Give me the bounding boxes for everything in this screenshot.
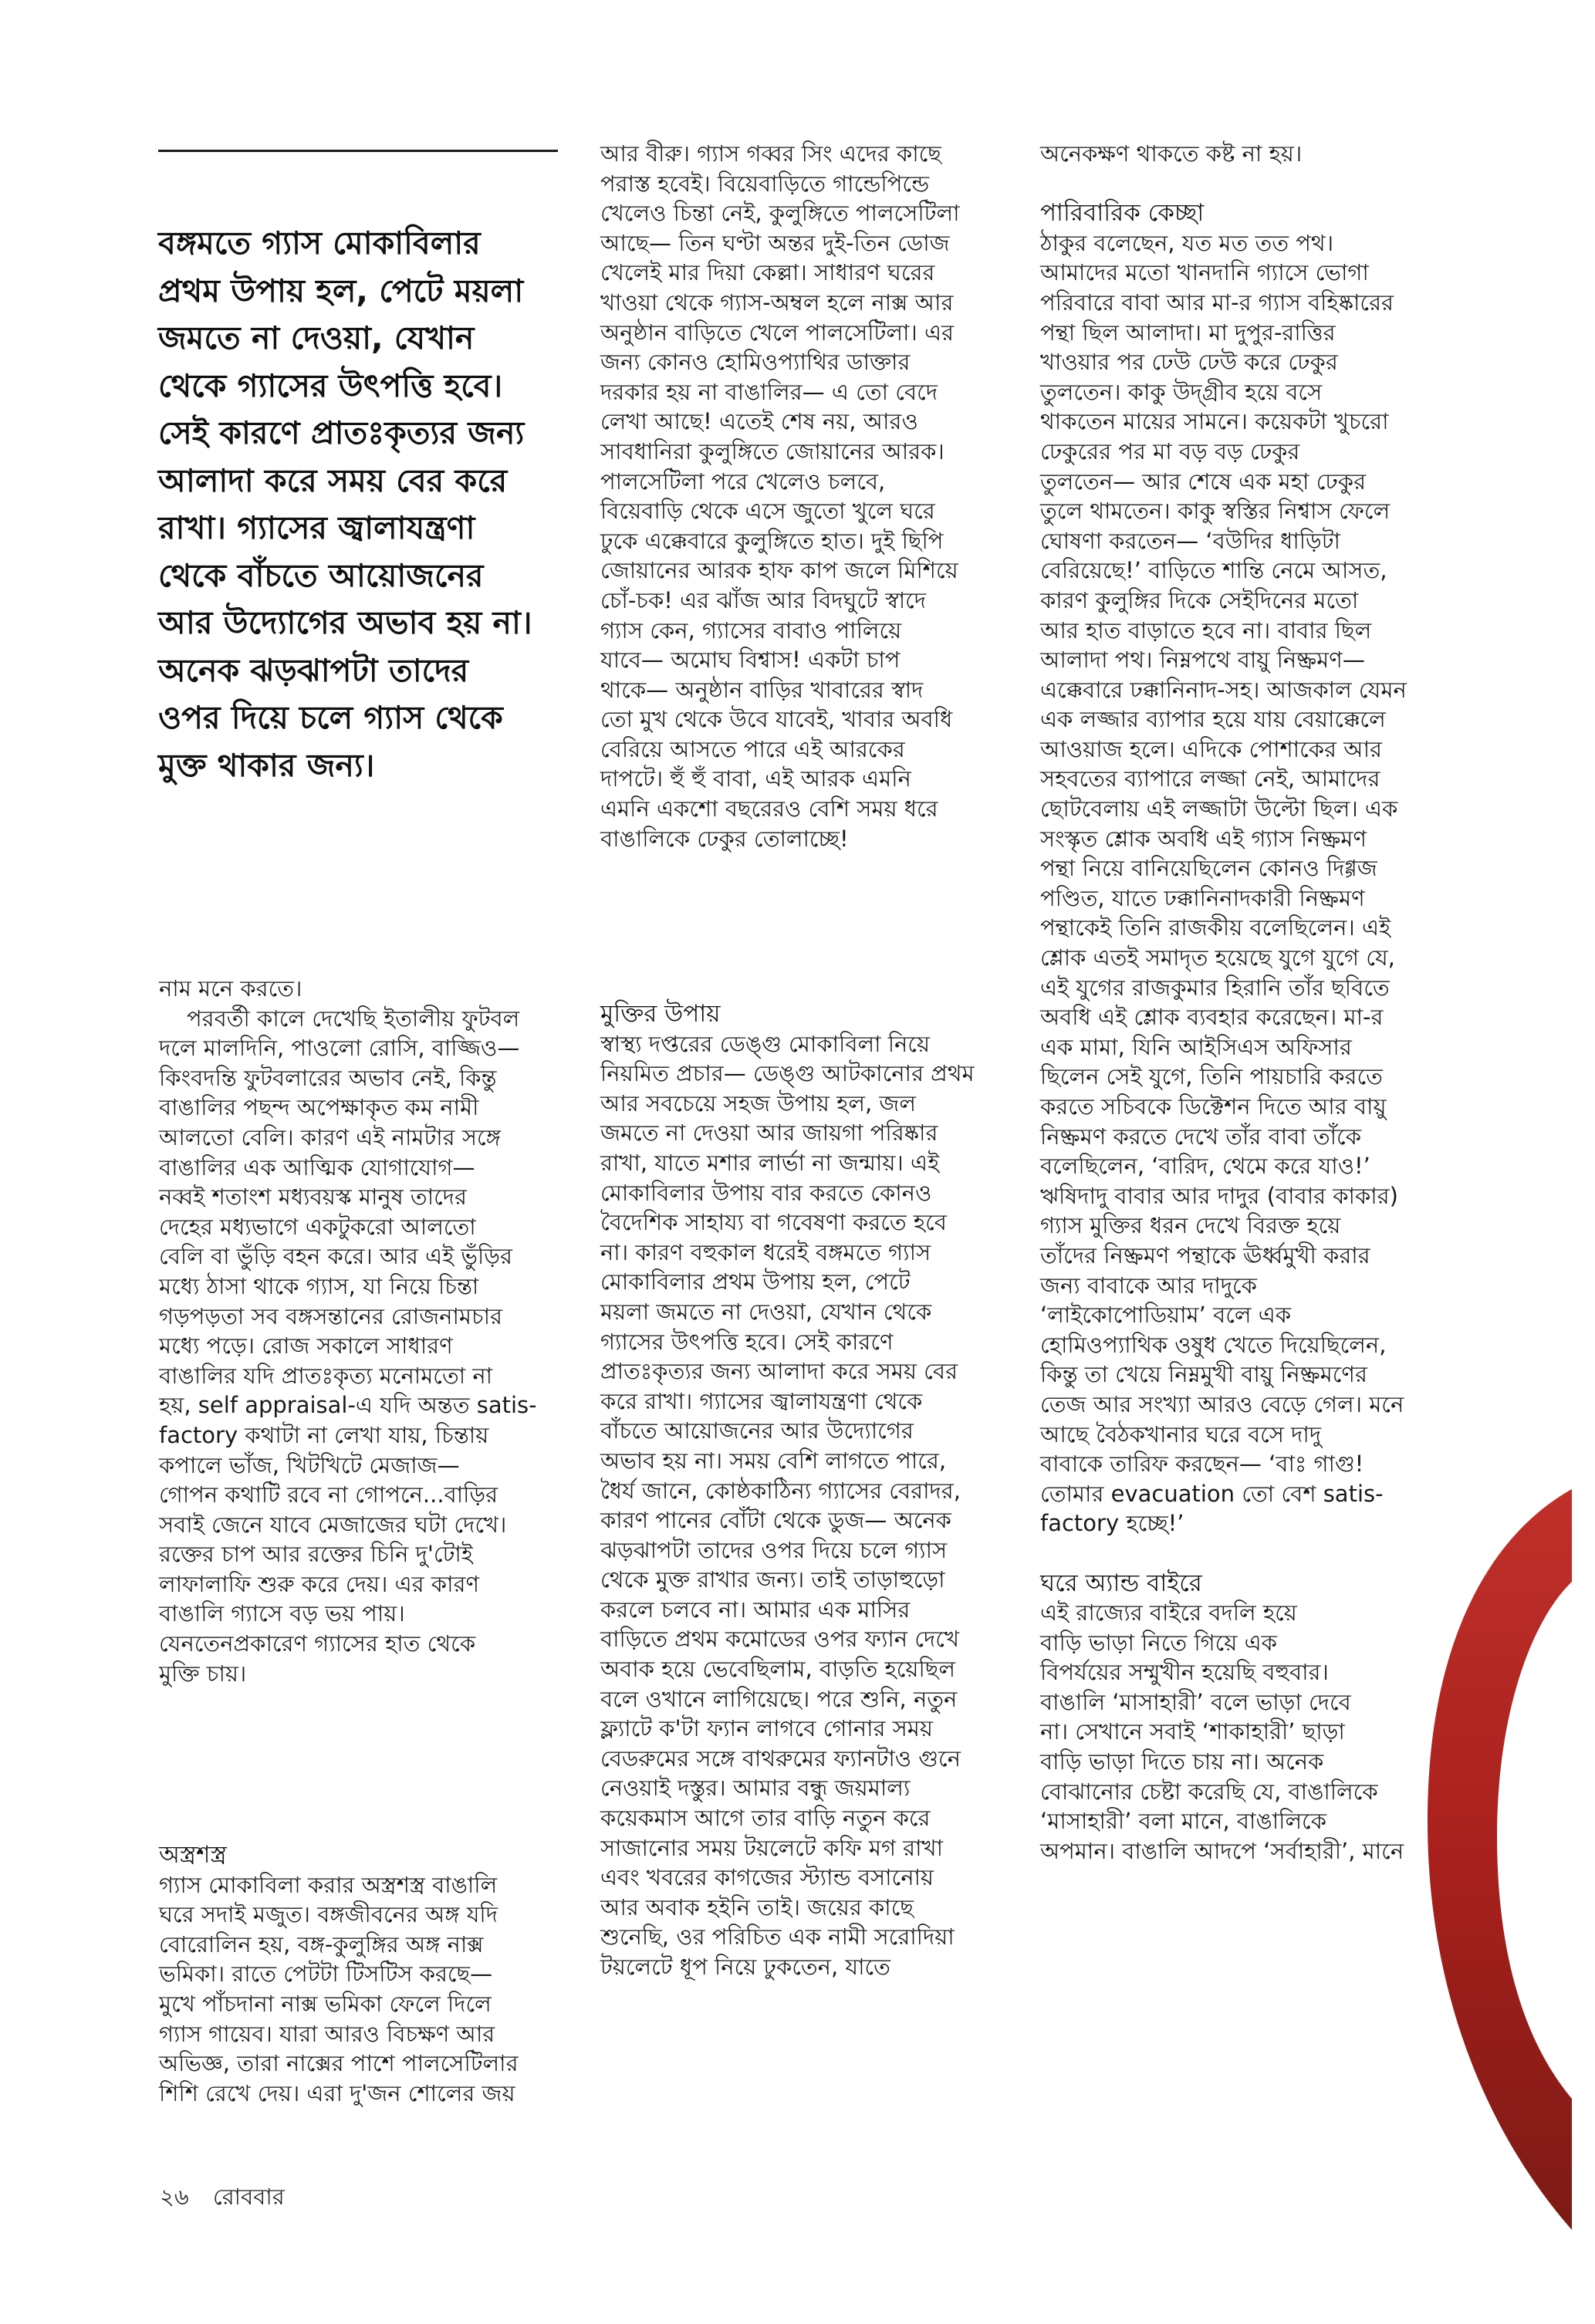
text-line: আছে বৈঠকখানার ঘরে বসে দাদু (1040, 1420, 1322, 1447)
text-line: মুক্তি চায়। (159, 1660, 247, 1687)
text-line: ওপর দিয়ে চলে গ্যাস থেকে (158, 699, 503, 736)
text-line: এবং খবরের কাগজের স্ট্যান্ড বসানোয় (600, 1864, 934, 1891)
text-line: পণ্ডিত, যাতে ঢক্কানিনাদকারী নিষ্ক্রমণ (1040, 884, 1365, 911)
section-heading-weapons: অস্ত্রশস্ত্র (159, 1841, 227, 1869)
section-heading-remedy: মুক্তির উপায় (600, 1000, 721, 1028)
text-line: এক মামা, যিনি আইসিএস অফিসার (1040, 1033, 1352, 1060)
text-line: factory কথাটা না লেখা যায়, চিন্তায় (159, 1421, 489, 1448)
text-line: মধ্যে ঠাসা থাকে গ্যাস, যা নিয়ে চিন্তা (159, 1272, 479, 1299)
text-line: বাঙালির পছন্দ অপেক্ষাকৃত কম নামী (159, 1094, 479, 1121)
text-line: আর সবচেয়ে সহজ উপায় হল, জল (600, 1089, 916, 1116)
text-line: কয়েকমাস আগে তার বাড়ি নতুন করে (600, 1805, 931, 1832)
section-heading-family: পারিবারিক কেচ্ছা (1040, 199, 1205, 228)
text-line: আওয়াজ হলে। এদিকে পোশাকের আর (1040, 735, 1382, 762)
text-line: লাফালাফি শুরু করে দেয়। এর কারণ (159, 1570, 479, 1597)
text-line: যাবে— অমোঘ বিশ্বাস! একটা চাপ (600, 647, 901, 674)
text-line: আলাদা করে সময় বের করে (158, 461, 508, 499)
text-line: ঢুকে এক্কেবারে কুলুঙ্গিতে হাত। দুই ছিপি (600, 527, 944, 554)
text-line: রক্তের চাপ আর রক্তের চিনি দু'টোই (159, 1541, 473, 1568)
column-left-section (159, 1840, 568, 2108)
text-line: বাঙালির এক আত্মিক যোগাযোগ— (159, 1154, 475, 1181)
text-line: অভাব হয় না। সময় বেশি লাগতে পারে, (600, 1447, 947, 1474)
text-line: জন্য বাবাকে আর দাদুকে (1040, 1272, 1257, 1299)
text-line: বলে ওখানে লাগিয়েছে। পরে শুনি, নতুন (600, 1685, 958, 1712)
text-line: থেকে গ্যাসের উৎপত্তি হবে। (158, 367, 503, 404)
text-line: অবধি এই শ্লোক ব্যবহার করেছেন। মা-র (1040, 1004, 1384, 1031)
text-line: মোকাবিলার প্রথম উপায় হল, পেটে (600, 1268, 911, 1295)
text-line: factory হচ্ছে!’ (1040, 1510, 1184, 1537)
text-line: কারণ পানের বোঁটা থেকে ডুজ— অনেক (600, 1507, 951, 1534)
text-line: বাড়ি ভাড়া দিতে চায় না। অনেক (1040, 1748, 1324, 1775)
text-line: আর উদ্যোগের অভাব হয় না। (158, 604, 532, 641)
text-line: মুক্ত থাকার জন্য। (158, 746, 375, 784)
text-line: রাখা, যাতে মশার লার্ভা না জন্মায়। এই (600, 1149, 940, 1176)
text-line: অনেকক্ষণ থাকতে কষ্ট না হয়। (1040, 140, 1303, 167)
text-line: শুনেছি, ওর পরিচিত এক নামী সরোদিয়া (600, 1924, 955, 1951)
text-line: এই যুগের রাজকুমার হিরানি তাঁর ছবিতে (1040, 974, 1390, 1001)
text-line: এক লজ্জার ব্যাপার হয়ে যায় বেয়াক্কেলে (1040, 706, 1386, 733)
text-line: নিয়মিত প্রচার— ডেঙ্গু আটকানোর প্রথম (600, 1060, 975, 1087)
text-line: তুলতেন। কাকু উদ্গ্রীব হয়ে বসে (1040, 378, 1323, 405)
text-line: কিন্তু তা খেয়ে নিম্নমুখী বায়ু নিষ্ক্রমণের (1040, 1361, 1367, 1388)
column-middle-section-body (600, 1029, 1013, 1982)
text-line: শিশি রেখে দেয়। এরা দু'জন শোলের জয় (159, 2079, 515, 2106)
text-line: অভিজ্ঞ, তারা নাক্সের পাশে পালসেটিলার (159, 2050, 519, 2077)
column-right-family-body (1040, 228, 1453, 1539)
text-line: ছিলেন সেই যুগে, তিনি পায়চারি করতে (1040, 1063, 1383, 1090)
text-line: গোপন কথাটি রবে না গোপনে...বাড়ির (159, 1481, 498, 1508)
text-line: সংস্কৃত শ্লোক অবধি এই গ্যাস নিষ্ক্রমণ (1040, 825, 1367, 852)
text-line: খাওয়া থেকে গ্যাস-অম্বল হলে নাক্স আর (600, 289, 954, 316)
column-right (1040, 139, 1453, 1866)
column-right-opening (1040, 139, 1453, 169)
text-line: আমাদের মতো খানদানি গ্যাসে ভোগা (1040, 259, 1369, 286)
text-line: বোরোলিন হয়, বঙ্গ-কুলুঙ্গির অঙ্গ নাক্স (159, 1930, 484, 1957)
text-line: বেরিয়েছে!’ বাড়িতে শান্তি নেমে আসত, (1040, 557, 1387, 584)
text-line: তাঁদের নিষ্ক্রমণ পন্থাকে ঊর্ধ্বমুখী করার (1040, 1241, 1370, 1268)
text-line: পরবর্তী কালে দেখেছি ইতালীয় ফুটবল (187, 1005, 520, 1032)
text-line: বঙ্গমতে গ্যাস মোকাবিলার (158, 225, 481, 262)
text-line: বিপর্যয়ের সম্মুখীন হয়েছি বহুবার। (1040, 1659, 1329, 1686)
spacer (159, 1688, 568, 1718)
text-line: আর অবাক হইনি তাই। জয়ের কাছে (600, 1893, 914, 1920)
publication-name: রোববার (212, 2184, 285, 2210)
text-line: প্রথম উপায় হল, পেটে ময়লা (158, 272, 524, 309)
text-line: আলাদা পথ। নিম্নপথে বায়ু নিষ্ক্রমণ— (1040, 647, 1365, 674)
text-line: তুলে থামতেন। কাকু স্বস্তির নিশ্বাস ফেলে (1040, 498, 1391, 525)
text-line: বোঝানোর চেষ্টা করেছি যে, বাঙালিকে (1040, 1778, 1378, 1805)
text-line: দলে মালদিনি, পাওলো রোসি, বাজ্জিও— (159, 1035, 520, 1062)
text-line: ‘লাইকোপোডিয়াম’ বলে এক (1040, 1302, 1292, 1329)
text-line: বেলি বা ভুঁড়ি বহন করে। আর এই ভুঁড়ির (159, 1243, 512, 1270)
text-line: বেডরুমের সঙ্গে বাথরুমের ফ্যানটাও গুনে (600, 1745, 961, 1772)
text-line: বাবাকে তারিফ করছেন— ‘বাঃ গাগু! (1040, 1451, 1364, 1478)
text-line: জন্য কোনও হোমিওপ্যাথির ডাক্তার (600, 349, 911, 376)
text-line: দেহের মধ্যভাগে একটুকরো আলতো (159, 1213, 476, 1240)
text-line: দরকার হয় না বাঙালির— এ তো বেদে (600, 378, 938, 405)
text-line: সহবতের ব্যাপারে লজ্জা নেই, আমাদের (1040, 765, 1380, 792)
text-line: বাঙালিকে ঢেকুর তোলাচ্ছে! (600, 825, 849, 852)
text-line: ময়লা জমতে না দেওয়া, যেখান থেকে (600, 1298, 932, 1325)
text-line: ধৈর্য জানে, কোষ্ঠকাঠিন্য গ্যাসের বেরাদর, (600, 1477, 961, 1504)
red-arc-shape (1428, 1489, 1572, 2230)
text-line: মধ্যে পড়ে। রোজ সকালে সাধারণ (159, 1333, 453, 1360)
text-line: বাড়িতে প্রথম কমোডের ওপর ফ্যান দেখে (600, 1626, 959, 1653)
text-line: নেওয়াই দস্তুর। আমার বন্ধু জয়মাল্য (600, 1775, 911, 1802)
text-line: পন্থাকেই তিনি রাজকীয় বলেছিলেন। এই (1040, 914, 1391, 941)
text-line: ছোটবেলায় এই লজ্জাটা উল্টো ছিল। এক (1040, 795, 1398, 823)
page-number: ২৬ (160, 2184, 189, 2210)
text-line: পালসেটিলা পরে খেলেও চলবে, (600, 468, 886, 495)
text-line: পন্থা ছিল আলাদা। মা দুপুর-রাত্তির (1040, 319, 1336, 346)
text-line: না। কারণ বহুকাল ধরেই বঙ্গমতে গ্যাস (600, 1238, 931, 1265)
text-line: বেরিয়ে আসতে পারে এই আরকের (600, 735, 905, 762)
text-line: ভমিকা। রাতে পেটটা টিসটিস করছে— (159, 1961, 493, 1988)
text-line: পরিবারে বাবা আর মা-র গ্যাস বহিষ্কারের (1040, 289, 1394, 316)
spacer (1040, 1539, 1453, 1569)
column-left-section-body (159, 1870, 568, 2109)
text-line: করতে সচিবকে ডিক্টেশন দিতে আর বায়ু (1040, 1093, 1387, 1120)
text-line: নাম মনে করতে। (159, 975, 302, 1002)
text-line: ঘরে সদাই মজুত। বঙ্গজীবনের অঙ্গ যদি (159, 1901, 498, 1928)
text-line: বাঙালি গ্যাসে বড় ভয় পায়। (159, 1600, 405, 1627)
text-line: খেলেই মার দিয়া কেল্লা। সাধারণ ঘরের (600, 259, 935, 286)
text-line: আর হাত বাড়াতে হবে না। বাবার ছিল (1040, 616, 1372, 643)
text-line: তো মুখ থেকে উবে যাবেই, খাবার অবধি (600, 706, 953, 733)
text-line: না। সেখানে সবাই ‘শাকাহারী’ ছাড়া (1040, 1718, 1345, 1745)
text-line: থেকে মুক্ত রাখার জন্য। তাই তাড়াহুড়ো (600, 1566, 945, 1593)
text-line: ঝড়ঝাপটা তাদের ওপর দিয়ে চলে গ্যাস (600, 1536, 948, 1563)
text-line: ফ্ল্যাটে ক'টা ফ্যান লাগবে গোনার সময় (600, 1715, 933, 1742)
section-heading-home-away: ঘরে অ্যান্ড বাইরে (1040, 1569, 1202, 1597)
text-line: করলে চলবে না। আমার এক মাসির (600, 1596, 911, 1623)
text-line: অবাক হয়ে ভেবেছিলাম, বাড়তি হয়েছিল (600, 1656, 955, 1683)
text-line: আর বীরু। গ্যাস গব্বর সিং এদের কাছে (600, 140, 941, 167)
text-line: পরাস্ত হবেই। বিয়েবাড়িতে গান্ডেপিন্ডে (600, 170, 930, 197)
text-line: সবাই জেনে যাবে মেজাজের ঘটা দেখে। (159, 1511, 507, 1538)
column-middle-section (600, 999, 1013, 1982)
text-line: গ্যাস কেন, গ্যাসের বাবাও পালিয়ে (600, 616, 902, 643)
text-line: বিয়েবাড়ি থেকে এসে জুতো খুলে ঘরে (600, 498, 935, 525)
column-right-home-body (1040, 1598, 1453, 1866)
text-line: হয়, self appraisal-এ যদি অন্তত satis- (159, 1392, 537, 1419)
text-line: অনেক ঝড়ঝাপটা তাদের (158, 651, 469, 689)
page-footer (160, 2180, 302, 2218)
text-line: স্বাস্থ্য দপ্তরের ডেঙ্গু মোকাবিলা নিয়ে (600, 1030, 931, 1057)
text-line: তুলতেন— আর শেষে এক মহা ঢেকুর (1040, 468, 1367, 495)
text-line: খাওয়ার পর ঢেউ ঢেউ করে ঢেকুর (1040, 349, 1338, 376)
text-line: গ্যাস গায়েব। যারা আরও বিচক্ষণ আর (159, 2020, 495, 2047)
text-line: আছে— তিন ঘণ্টা অন্তর দুই-তিন ডোজ (600, 229, 950, 256)
text-line: ঋষিদাদু বাবার আর দাদুর (বাবার কাকার) (1040, 1182, 1398, 1209)
text-line: নব্বই শতাংশ মধ্যবয়স্ক মানুষ তাদের (159, 1184, 467, 1211)
column-middle (600, 139, 1013, 853)
text-line: গ্যাস মুক্তির ধরন দেখে বিরক্ত হয়ে (1040, 1212, 1341, 1239)
text-line: সাবধানিরা কুলুঙ্গিতে জোয়ানের আরক। (600, 437, 944, 464)
text-line: বাঁচতে আয়োজনের আর উদ্যোগের (600, 1417, 914, 1444)
text-line: সাজানোর সময় টয়লেটে কফি মগ রাখা (600, 1834, 943, 1861)
text-line: এমনি একশো বছরেরও বেশি সময় ধরে (600, 795, 938, 823)
text-line: জমতে না দেওয়া আর জায়গা পরিষ্কার (600, 1120, 938, 1147)
decorative-red-arc (1404, 1466, 1595, 2245)
text-line: খেলেও চিন্তা নেই, কুলুঙ্গিতে পালসেটিলা (600, 200, 960, 227)
text-line: পন্থা নিয়ে বানিয়েছিলেন কোনও দিগ্গজ (1040, 855, 1377, 882)
text-line: কিংবদন্তি ফুটবলারের অভাব নেই, কিন্তু (159, 1064, 497, 1091)
text-line: করে রাখা। গ্যাসের জ্বালাযন্ত্রণা থেকে (600, 1387, 923, 1414)
text-line: কারণ কুলুঙ্গির দিকে সেইদিনের মতো (1040, 586, 1359, 613)
text-line: প্রাতঃকৃত্যর জন্য আলাদা করে সময় বের (600, 1358, 958, 1385)
column-left (159, 974, 568, 1718)
text-line: লেখা আছে! এতেই শেষ নয়, আরও (600, 408, 918, 435)
text-line: বাঙালি ‘মাসাহারী’ বলে ভাড়া দেবে (1040, 1688, 1351, 1715)
text-line: নিষ্ক্রমণ করতে দেখে তাঁর বাবা তাঁকে (1040, 1123, 1362, 1150)
text-line: জমতে না দেওয়া, যেখান (158, 319, 475, 356)
text-line: হোমিওপ্যাথিক ওষুধ খেতে দিয়েছিলেন, (1040, 1331, 1387, 1358)
text-line: বাড়ি ভাড়া নিতে গিয়ে এক (1040, 1629, 1277, 1656)
text-line: এক্কেবারে ঢক্কানিনাদ-সহ। আজকাল যেমন (1040, 676, 1407, 703)
text-line: শ্লোক এতই সমাদৃত হয়েছে যুগে যুগে যে, (1040, 944, 1395, 971)
text-line: মোকাবিলার উপায় বার করতে কোনও (600, 1179, 932, 1206)
text-line: ঢেকুরের পর মা বড় বড় ঢেকুর (1040, 437, 1300, 464)
text-line: থাকতেন মায়ের সামনে। কয়েকটা খুচরো (1040, 408, 1389, 435)
column-left-body (159, 974, 568, 1688)
text-line: গ্যাস মোকাবিলা করার অস্ত্রশস্ত্র বাঙালি (159, 1871, 498, 1898)
text-line: ঠাকুর বলেছেন, যত মত তত পথ। (1040, 229, 1334, 256)
text-line: ‘মাসাহারী’ বলা মানে, বাঙালিকে (1040, 1808, 1326, 1835)
text-line: তেজ আর সংখ্যা আরও বেড়ে গেল। মনে (1040, 1390, 1404, 1417)
text-line: বৈদেশিক সাহায্য বা গবেষণা করতে হবে (600, 1209, 947, 1236)
text-line: চোঁ-চক! এর ঝাঁজ আর বিদঘুটে স্বাদে (600, 586, 927, 613)
text-line: এই রাজ্যের বাইরে বদলি হয়ে (1040, 1599, 1297, 1626)
text-line: গ্যাসের উৎপত্তি হবে। সেই কারণে (600, 1328, 894, 1355)
text-line: জোয়ানের আরক হাফ কাপ জলে মিশিয়ে (600, 557, 958, 584)
text-line: মুখে পাঁচদানা নাক্স ভমিকা ফেলে দিলে (159, 1990, 492, 2017)
text-line: রাখা। গ্যাসের জ্বালাযন্ত্রণা (158, 509, 475, 546)
text-line: দাপটে। হুঁ হুঁ বাবা, এই আরক এমনি (600, 765, 911, 792)
text-line: যেনতেনপ্রকারেণ গ্যাসের হাত থেকে (159, 1630, 476, 1657)
column-middle-body (600, 139, 1013, 853)
text-line: কপালে ভাঁজ, খিটখিটে মেজাজ— (159, 1451, 460, 1478)
text-line: সেই কারণে প্রাতঃকৃত্যর জন্য (158, 414, 525, 451)
text-line: বলেছিলেন, ‘বারিদ, থেমে করে যাও!’ (1040, 1153, 1370, 1180)
pull-quote (158, 220, 575, 789)
text-line: অপমান। বাঙালি আদপে ‘সর্বাহারী’, মানে (1040, 1837, 1404, 1864)
text-line: থেকে বাঁচতে আয়োজনের (158, 556, 484, 594)
text-line: টয়লেটে ধূপ নিয়ে ঢুকতেন, যাতে (600, 1954, 890, 1980)
text-line: অনুষ্ঠান বাড়িতে খেলে পালসেটিলা। এর (600, 319, 954, 346)
spacer (1040, 169, 1453, 199)
text-line: বাঙালির যদি প্রাতঃকৃত্য মনোমতো না (159, 1362, 493, 1389)
text-line: গড়পড়তা সব বঙ্গসন্তানের রোজনামচার (159, 1302, 502, 1329)
divider-rule (158, 150, 558, 152)
text-line: ঘোষণা করতেন— ‘বউদির ধাড়িটা (1040, 527, 1340, 554)
text-line: তোমার evacuation তো বেশ satis- (1040, 1480, 1384, 1507)
text-line: আলতো বেলি। কারণ এই নামটার সঙ্গে (159, 1123, 501, 1150)
text-line: থাকে— অনুষ্ঠান বাড়ির খাবারের স্বাদ (600, 676, 924, 703)
